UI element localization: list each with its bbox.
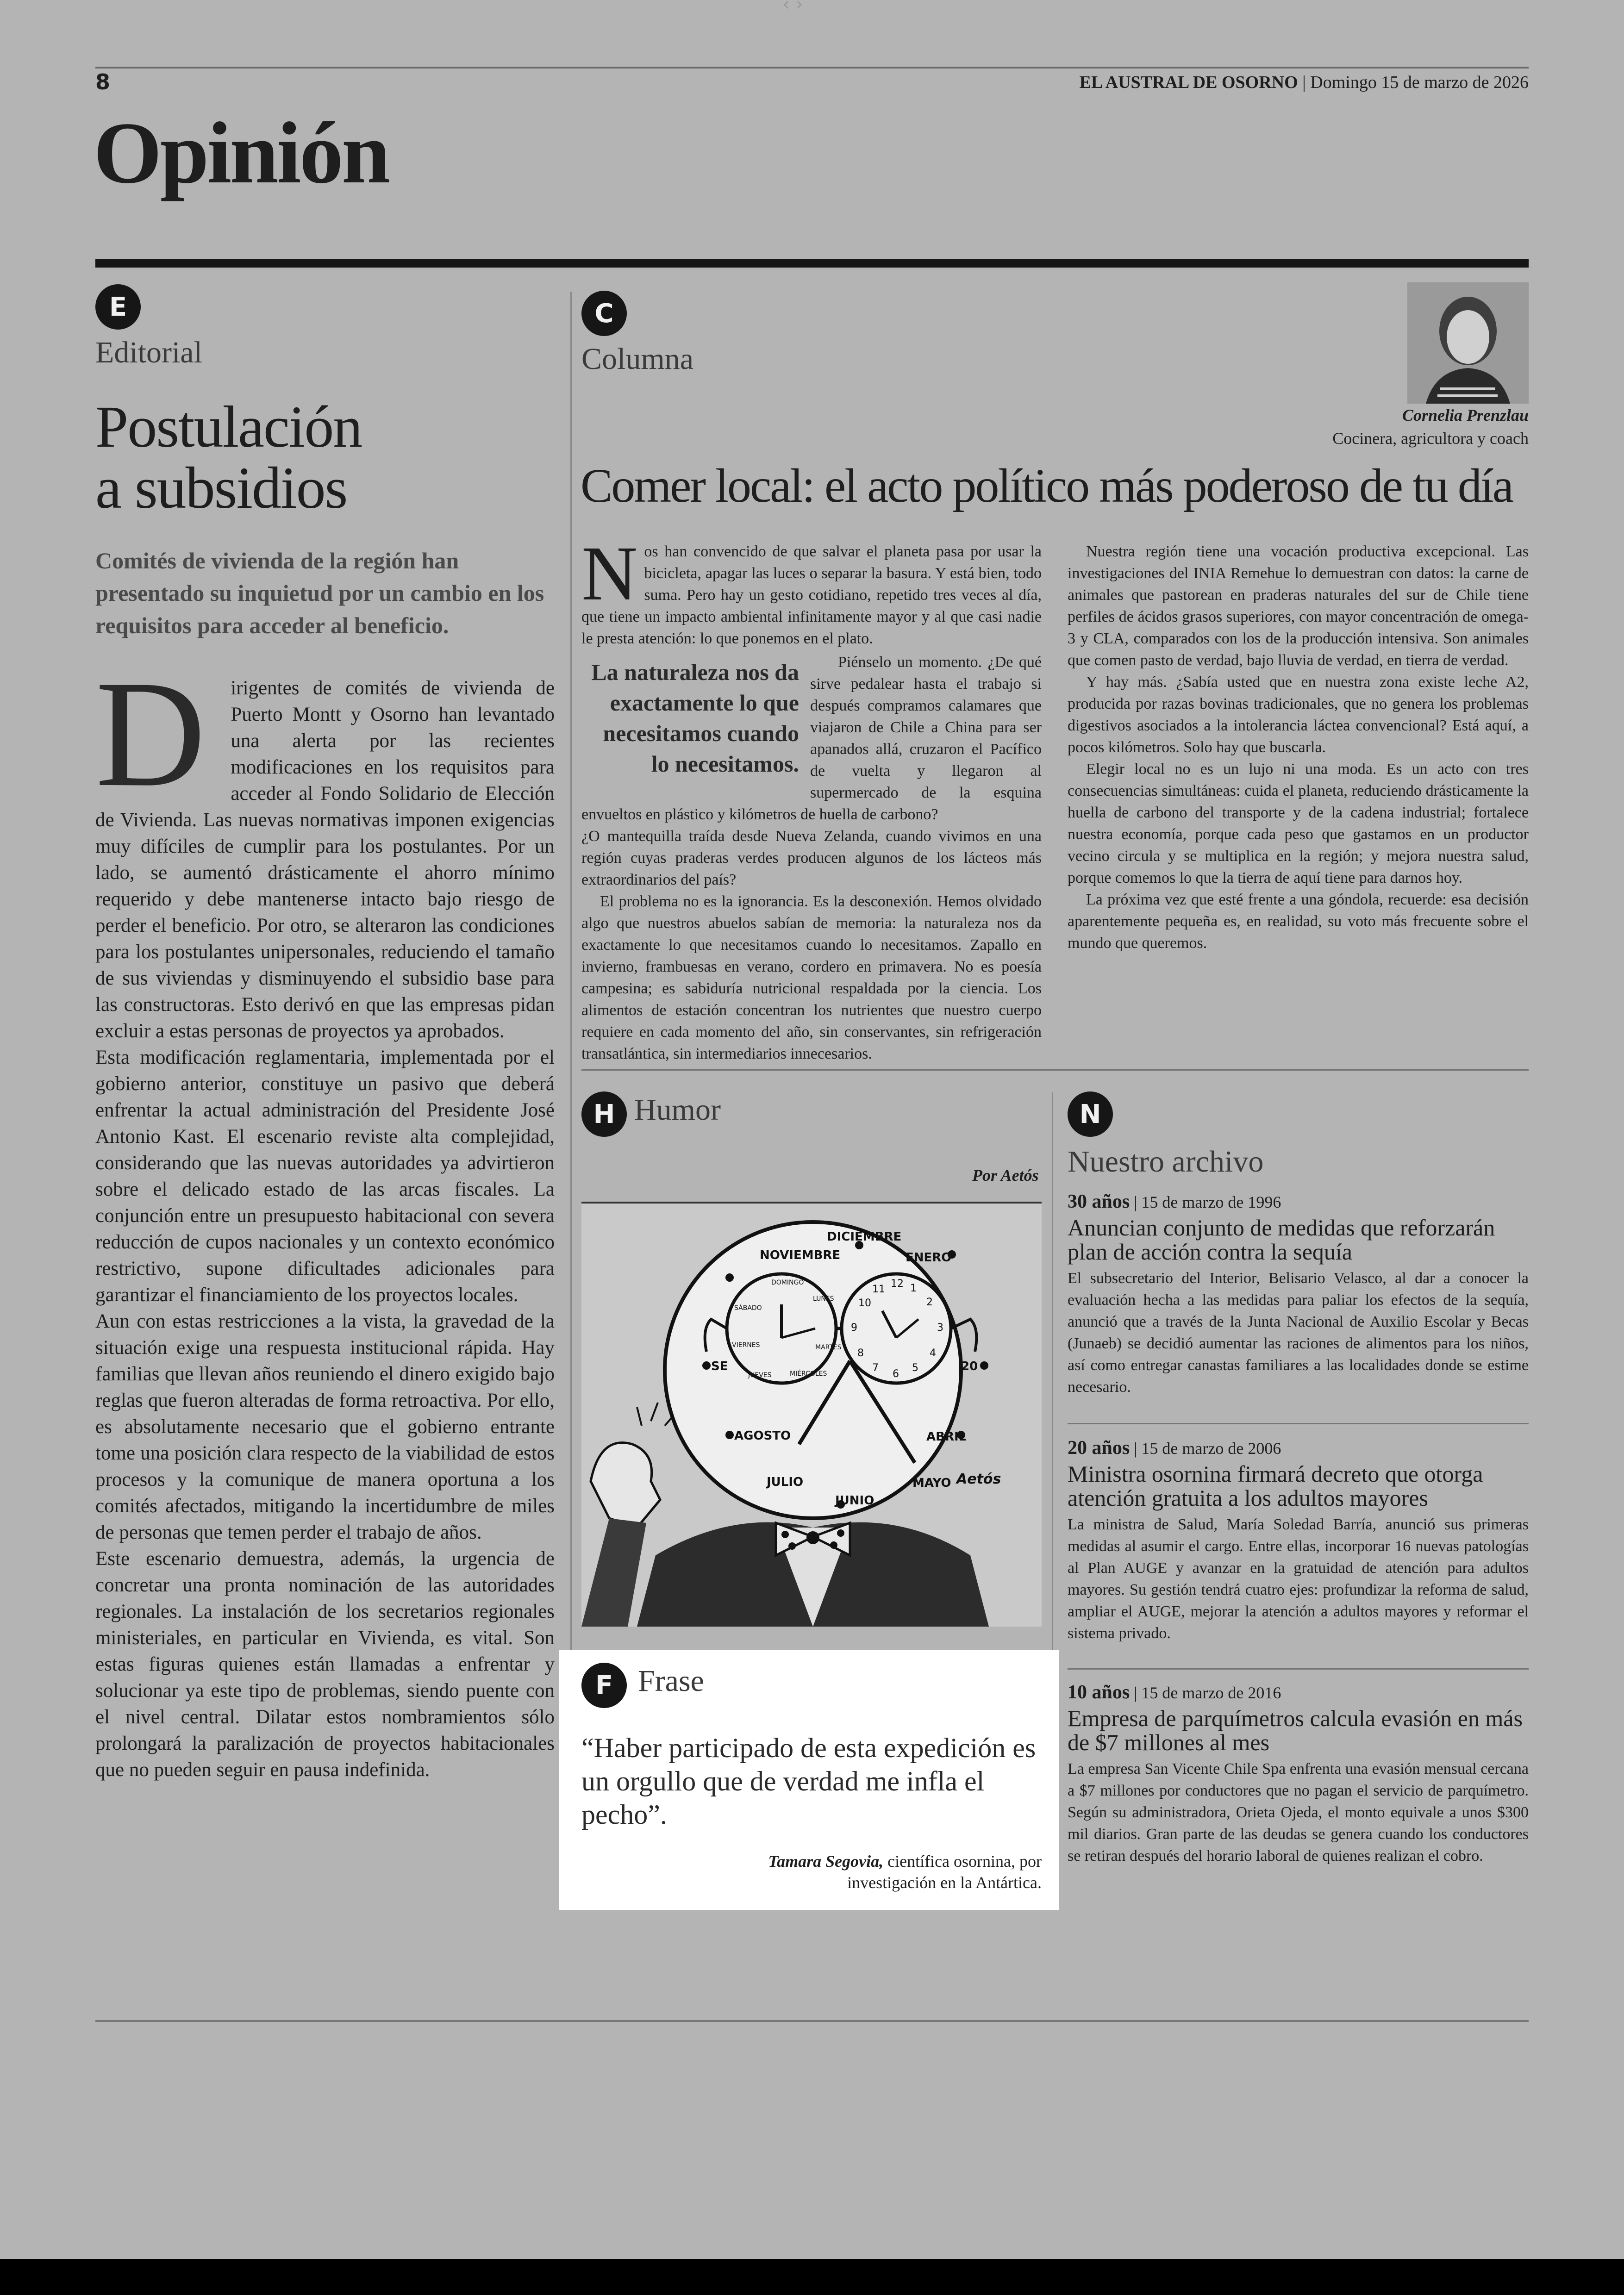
archive-item-2-years: 20 años: [1068, 1437, 1130, 1459]
clock-day-1: LUNES: [813, 1295, 834, 1303]
clock-day-0: DOMINGO: [771, 1279, 804, 1286]
editorial-kicker: Editorial: [95, 336, 202, 369]
clock-label-9: MAYO: [912, 1476, 951, 1490]
frase-kicker: Frase: [638, 1664, 704, 1698]
archive-divider-1: [1068, 1423, 1529, 1424]
masthead-dateline: EL AUSTRAL DE OSORNO | Domingo 15 de marzo de 2026: [1079, 73, 1529, 92]
clock-day-4: MARTES: [815, 1344, 842, 1351]
archive-kicker: Nuestro archivo: [1068, 1145, 1264, 1179]
author-role: Cocinera, agricultora y coach: [1332, 429, 1529, 448]
page-nav-arrows[interactable]: ‹ ›: [782, 0, 803, 15]
viewer-bottom-bar: [0, 2259, 1624, 2295]
page-number: 8: [95, 69, 111, 94]
column-paragraph-2b: ¿O mantequilla traída desde Nueva Zelanda, cuando vivimos en una región cuyas praderas verdes producen algunos de los lácteos más extraordinarios del país?: [581, 828, 1042, 888]
clock-hour-7: 7: [872, 1362, 879, 1374]
humor-cartoon: [581, 1204, 1042, 1627]
column-paragraph-2a: Piénselo un momento. ¿De qué sirve pedalear hasta el trabajo si después compramos calamares que viajaron de Chile a China para ser apanados allá, cruzaron el Pacífico de vuelta y llegaron al supermercado de la esquina envueltos en plástico y kilómetros de huella de carbono?: [581, 654, 1042, 823]
frase-author: Tamara Segovia,: [768, 1852, 884, 1871]
clock-hour-10: 10: [858, 1297, 871, 1309]
clock-label-3: SE: [711, 1360, 728, 1373]
newspaper-name: EL AUSTRAL DE OSORNO: [1079, 73, 1298, 92]
archive-divider-2: [1068, 1668, 1529, 1670]
clock-hour-5: 5: [912, 1362, 918, 1374]
column-body-right: [1068, 541, 1529, 954]
editorial-title-line2: a subsidios: [95, 455, 347, 521]
column-badge: C: [581, 291, 627, 336]
archive-item-2-date: 15 de marzo de 2006: [1141, 1439, 1281, 1458]
archive-item-1-date: 15 de marzo de 1996: [1141, 1193, 1281, 1211]
editorial-paragraph-1: irigentes de comités de vivienda de Puerto Montt y Osorno han levantado una alerta por las recientes modificaciones en los requisitos para acceder al Fondo Solidario de Elección de Vivienda. Las nuevas normativas imponen exigencias muy difíciles de cumplir para los postulantes. Por un lado, se aumentó drásticamente el ahorro mínimo requerido y debe mantenerse intacto bajo riesgo de perder el beneficio. Por otro, se alteraron las condiciones para los postulantes unipersonales, reduciendo el tamaño de sus viviendas y disminuyendo el subsidio base para las constructoras. Esto derivó en que las empresas pidan excluir a estas personas de proyectos ya aprobados.: [95, 677, 555, 1042]
editorial-lead: Comités de vivienda de la región han presentado su inquietud por un cambio en los requisitos para acceder al beneficio.: [95, 548, 544, 638]
column-dropcap: N: [581, 530, 638, 617]
archive-item-1-years: 30 años: [1068, 1191, 1130, 1212]
frase-quote: “Haber participado de esta expedición es un orgullo que de verdad me infla el pecho”.: [581, 1733, 1036, 1830]
header-thick-rule: [95, 259, 1529, 268]
clock-hour-6: 6: [893, 1368, 899, 1380]
section-title: Opinión: [94, 105, 389, 202]
editorial-paragraph-2: Esta modificación reglamentaria, implementada por el gobierno anterior, constituye un pasivo que deberá enfrentar la actual administración del Presidente José Antonio Kast. El escenario reviste alta complejidad, considerando que las nuevas autoridades ya advirtieron sobre el delicado estado de las arcas fiscales. La conjunción entre un presupuesto habitacional con severa reducción de cupos nacionales y un contexto económico restrictivo, supone dificultades adicionales para garantizar el financiamiento de los proyectos locales.: [95, 1047, 555, 1306]
editorial-body: [95, 649, 555, 1783]
clock-day-5: JUEVES: [748, 1372, 772, 1379]
clock-hour-0: 12: [891, 1278, 904, 1290]
clock-label-7: JULIO: [767, 1475, 804, 1489]
clock-label-0: DICIEMBRE: [827, 1230, 902, 1244]
archive-badge: N: [1068, 1091, 1113, 1137]
frase-author-desc-1: científica osornina, por: [883, 1852, 1042, 1871]
frase-badge: F: [581, 1663, 627, 1708]
column-title: Comer local: el acto político más poderoso de tu día: [581, 459, 1512, 512]
archive-item-3-years: 10 años: [1068, 1682, 1130, 1703]
clock-hour-3: 3: [937, 1322, 943, 1334]
archive-item-3-date: 15 de marzo de 2016: [1141, 1684, 1281, 1702]
header-top-rule: [95, 67, 1529, 69]
clock-label-1: NOVIEMBRE: [760, 1248, 841, 1262]
editorial-dropcap: D: [95, 649, 206, 818]
frase-author-desc-2: investigación en la Antártica.: [847, 1873, 1042, 1892]
archive-item-1-text: El subsecretario del Interior, Belisario Velasco, al dar a conocer la evaluación hecha a las medidas para paliar los efectos de la sequía, anunció que a través de la Junta Nacional de Auxilio Escolar y Becas (Junaeb) se decidió aumentar las raciones de alimentos para los niños, así como entregar canastas familiares a las localidades donde se estime necesario.: [1068, 1270, 1529, 1396]
clock-hour-9: 9: [851, 1322, 857, 1334]
archive-item-1: [1068, 1191, 1529, 1398]
humor-kicker: Humor: [634, 1093, 721, 1127]
cartoon-signature: Aetós: [956, 1471, 1001, 1487]
column-paragraph-1: os han convencido de que salvar el planeta pasa por usar la bicicleta, apagar las luces o separar la basura. Y está bien, todo suma. Pero hay un gesto cotidiano, repetido tres veces al día, que tiene un impacto ambiental infinitamente mayor y al que casi nadie le presta atención: lo que ponemos en el plato.: [581, 543, 1042, 647]
page-bottom-rule: [95, 2020, 1529, 2022]
archive-item-2: [1068, 1437, 1529, 1644]
editorial-badge: E: [95, 284, 141, 330]
frase-attribution: [718, 1851, 1042, 1893]
column-bottom-rule: [581, 1069, 1529, 1071]
column-paragraph-6: Elegir local no es un lujo ni una moda. Es un acto con tres consecuencias simultáneas: cuida el planeta, reduciendo drásticamente la huella de carbono del transporte y de la cadena industrial; fortalece nuestra economía, porque cada peso que gastamos en un productor vecino circula y se multiplica en la región; y mejora nuestra salud, porque comemos lo que la tierra de aquí tiene para darnos hoy.: [1068, 761, 1529, 886]
edition-date: Domingo 15 de marzo de 2026: [1310, 73, 1529, 92]
archive-item-1-label: 30 años | 15 de marzo de 1996: [1068, 1191, 1281, 1212]
archive-item-3-text: La empresa San Vicente Chile Spa enfrenta una evasión mensual cercana a $7 millones por conductores que no pagan el servicio de parquímetro. Según su administradora, Orieta Ojeda, el monto equivale a unos $300 mil diarios. Gran parte de las deudas se genera cuando los conductores se retiran después del horario laboral de quienes realizan el cobro.: [1068, 1760, 1529, 1865]
column-pull-quote: La naturaleza nos da exactamente lo que necesitamos cuando lo necesitamos.: [591, 659, 799, 777]
archive-item-3: [1068, 1681, 1529, 1867]
clock-hour-2: 2: [926, 1297, 933, 1308]
author-name: Cornelia Prenzlau: [1402, 406, 1529, 424]
author-photo: [1407, 282, 1529, 404]
column-paragraph-5: Y hay más. ¿Sabía usted que en nuestra zona existe leche A2, producida por razas bovinas tradicionales, que no genera los problemas digestivos asociados a la intolerancia láctea convencional? Está aquí, a pocos kilómetros. Solo hay que buscarla.: [1068, 674, 1529, 756]
column-paragraph-4: Nuestra región tiene una vocación productiva excepcional. Las investigaciones del INIA Remehue lo demuestran con datos: la carne de animales que pastorean en praderas naturales del sur de Chile tiene perfiles de ácidos grasos superiores, con mayor concentración de omega-3 y CLA, comparados con los de la producción intensiva. Son animales que comen pasto de verdad, bajo lluvia de verdad, en tierra de verdad.: [1068, 543, 1529, 669]
archive-item-1-title: Anuncian conjunto de medidas que reforzarán plan de acción contra la sequía: [1068, 1215, 1495, 1265]
clock-hour-4: 4: [930, 1347, 936, 1359]
column-kicker: Columna: [581, 342, 693, 376]
clock-day-3: VIERNES: [732, 1341, 760, 1349]
clock-day-2: SÁBADO: [734, 1304, 762, 1312]
archive-item-2-text: La ministra de Salud, María Soledad Barría, anunció sus primeras medidas al asumir el cargo. Entre ellas, incorporar 16 nuevas patologías al Plan AUGE y avanzar en la gratuidad de atención para adultos mayores. Su gestión tendrá cuatro ejes: profundizar la reforma de salud, ampliar el AUGE, mejorar la atención a adultos mayores y reformar el sistema privado.: [1068, 1516, 1529, 1642]
clock-hour-11: 11: [872, 1284, 885, 1295]
clock-day-6: MIÉRCOLES: [790, 1370, 827, 1378]
clock-label-2: ENERO: [906, 1251, 952, 1265]
clock-label-6: ABRIL: [926, 1430, 967, 1444]
clock-label-8: JUNIO: [835, 1494, 874, 1508]
column-paragraph-3: El problema no es la ignorancia. Es la desconexión. Hemos olvidado algo que nuestros abuelos sabían de memoria: la naturaleza nos da exactamente lo que necesitamos cuando lo necesitamos. Zapallo en invierno, frambuesas en verano, cordero en primavera. No es poesía campesina; es sabiduría nutricional respaldada por la ciencia. Los alimentos de estación concentran los nutrientes que nuestro cuerpo requiere en cada momento del año, sin conservantes, sin refrigeración transatlántica, sin intermediarios innecesarios.: [581, 893, 1042, 1062]
archive-item-3-label: 10 años | 15 de marzo de 2016: [1068, 1682, 1281, 1703]
editorial-paragraph-3: Aun con estas restricciones a la vista, la gravedad de la situación exige una respuesta institucional rápida. Hay familias que llevan años reuniendo el dinero exigido bajo reglas que fueron alteradas de forma retroactiva. Por ello, es absolutamente necesario que el gobierno entrante tome una posición clara respecto de la viabilidad de estos procesos y la comunique de manera oportuna a los comités afectados, mitigando la incertidumbre de miles de personas que temen perder el trabajo de años.: [95, 1310, 555, 1543]
column-paragraph-7: La próxima vez que esté frente a una góndola, recuerde: esa decisión aparentemente pequeña es, en realidad, su voto más frecuente sobre el mundo que queremos.: [1068, 891, 1529, 952]
editorial-paragraph-4: Este escenario demuestra, además, la urgencia de concretar una pronta nominación de las autoridades regionales. La instalación de los secretarios regionales ministeriales, en particular en Vivienda, es vital. Son estas figuras quienes están llamadas a enfrentar y solucionar ya este tipo de problemas, siendo puente con el nivel central. Dilatar estos nombramientos sólo prolongará la paralización de proyectos habitacionales que no pueden seguir en pausa indefinida.: [95, 1548, 555, 1781]
clock-label-5: AGOSTO: [734, 1429, 791, 1443]
editorial-title: [95, 394, 362, 521]
editorial-title-line1: Postulación: [95, 394, 362, 460]
humor-credit: Por Aetós: [972, 1166, 1039, 1185]
clock-hour-1: 1: [910, 1283, 917, 1294]
archive-item-2-label: 20 años | 15 de marzo de 2006: [1068, 1437, 1281, 1459]
archive-item-2-title: Ministra osornina firmará decreto que otorga atención gratuita a los adultos mayores: [1068, 1461, 1483, 1511]
clock-label-4: 20: [961, 1360, 978, 1373]
humor-badge: H: [581, 1091, 627, 1137]
clock-hour-8: 8: [857, 1347, 864, 1359]
column-body-left: [581, 530, 1042, 1062]
archive-item-3-title: Empresa de parquímetros calcula evasión en más de $7 millones al mes: [1068, 1705, 1523, 1755]
